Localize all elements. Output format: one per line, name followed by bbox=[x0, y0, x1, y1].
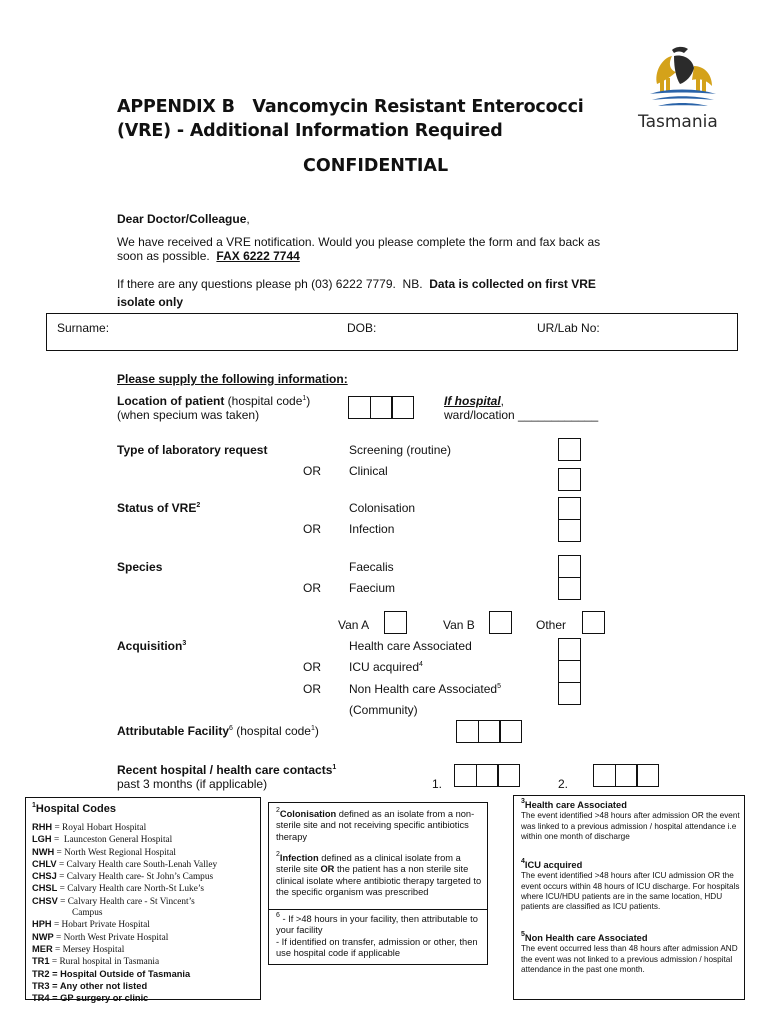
hospital-code-desc: = GP surgery or clinic bbox=[49, 993, 149, 1004]
intro-paragraph-2 bbox=[117, 275, 657, 311]
hospital-code-desc: = Calvary Health care South-Lenah Valley bbox=[56, 859, 218, 870]
data-collected-note-2: isolate only bbox=[117, 295, 184, 309]
hospital-code: TR4 bbox=[32, 993, 50, 1004]
salutation bbox=[117, 212, 250, 226]
type-label: Type of laboratory request bbox=[117, 443, 268, 457]
definitions-divider bbox=[269, 909, 487, 910]
hospital-codes-title-text: Hospital Codes bbox=[35, 803, 116, 815]
hospital-code: TR1 bbox=[32, 956, 50, 967]
tasmania-logo bbox=[632, 44, 732, 134]
hospital-code-desc: = Hospital Outside of Tasmania bbox=[49, 968, 191, 979]
intro-line-1: We have received a VRE notification. Would you please complete the form and fax back as bbox=[117, 235, 601, 249]
other-label: Other bbox=[536, 618, 567, 632]
nhca-def-text: The event occurred less than 48 hours after admission AND the event was not linked to a previous admission / hospital attendance in the past one month. bbox=[521, 944, 738, 974]
hospital-codes-title: $^1$Hospital Codes bbox=[32, 802, 116, 815]
van-b-label: Van B bbox=[443, 618, 475, 632]
hospital-code-row bbox=[32, 847, 258, 859]
location-title: Location of patient bbox=[117, 394, 225, 408]
hospital-codes-list bbox=[32, 822, 258, 1005]
van-b-checkbox[interactable] bbox=[489, 611, 512, 634]
infection-def-title: Infection bbox=[279, 853, 319, 863]
hospital-code: RHH bbox=[32, 822, 53, 832]
nhca-definition: $^5$Non Health care Associated The event occurred less than 48 hours after admission AND the event was not linked to a previous admission / hospital attendance in the past one month. bbox=[521, 933, 741, 975]
or-label-1: OR bbox=[303, 464, 321, 478]
hospital-code-desc: = North West Regional Hospital bbox=[54, 847, 177, 858]
hospital-code-row bbox=[32, 993, 258, 1005]
infection-definition: $^2$Infection defined as a clinical isolate from a sterile site OR the patient has a non sterile site clinical isolate where antibiotic therapy targeted to the specific organism was prescribed bbox=[276, 851, 482, 898]
footnote-ref-4: 4 bbox=[419, 661, 423, 668]
if-hospital-comma: , bbox=[500, 394, 505, 408]
recent-contacts-title: Recent hospital / health care contacts bbox=[117, 763, 333, 777]
note-6-line-2: - If identified on transfer, admission or other, then use hospital code if applicable bbox=[276, 936, 478, 959]
hospital-code-desc: = Hobart Private Hospital bbox=[51, 920, 150, 931]
hospital-code-desc: = North West Private Hospital bbox=[53, 932, 169, 943]
definitions-box bbox=[268, 802, 488, 965]
footnote-ref-1: 1 bbox=[302, 395, 307, 402]
hospital-code-row bbox=[32, 883, 258, 895]
contact-2-code-boxes[interactable] bbox=[593, 764, 659, 787]
hospital-code-desc: Campus bbox=[72, 908, 103, 919]
hospital-code: HPH bbox=[32, 919, 52, 930]
hospital-codes-box bbox=[25, 797, 261, 1004]
hospital-code: TR2 bbox=[32, 968, 50, 979]
title-line-2: (VRE) - Additional Information Required bbox=[117, 121, 503, 141]
hospital-code-desc: = Launceston General Hospital bbox=[51, 835, 173, 846]
hospital-code: CHSV bbox=[32, 895, 58, 906]
note-6-line-1: - If >48 hours in your facility, then attributable to your facility bbox=[276, 914, 478, 936]
colonisation-checkbox[interactable] bbox=[558, 497, 581, 520]
questions-text: If there are any questions please ph (03) 6222 7779. NB. bbox=[117, 277, 430, 291]
page-title bbox=[117, 95, 584, 143]
hospital-code-row bbox=[32, 908, 258, 919]
patient-details-box bbox=[46, 313, 738, 351]
hospital-code-desc: = Mersey Hospital bbox=[52, 944, 125, 955]
ward-location-field[interactable]: ward/location ____________ bbox=[444, 408, 599, 422]
logo-text: Tasmania bbox=[638, 112, 718, 132]
footnote-ref-1c: 1 bbox=[332, 764, 337, 771]
ur-lab-field[interactable]: UR/Lab No: bbox=[537, 321, 600, 335]
please-supply-heading: Please supply the following information: bbox=[117, 372, 348, 386]
van-a-checkbox[interactable] bbox=[384, 611, 407, 634]
hospital-code-row bbox=[32, 859, 258, 871]
hospital-code: NWP bbox=[32, 931, 54, 942]
faecalis-checkbox[interactable] bbox=[558, 555, 581, 578]
note-6: $^6$ - If >48 hours in your facility, then attributable to your facility - If identified on transfer, admission or other, then use hospital code if applicable bbox=[276, 914, 482, 960]
icu-label bbox=[349, 660, 423, 674]
non-hca-checkbox[interactable] bbox=[558, 682, 581, 705]
contact-number-1: 1. bbox=[432, 777, 443, 791]
intro-line-2: soon as possible. bbox=[117, 249, 217, 263]
hospital-code: TR3 bbox=[32, 980, 50, 991]
intro-paragraph-1 bbox=[117, 235, 657, 263]
location-code-text: (hospital code bbox=[224, 394, 303, 408]
non-hca-label bbox=[349, 682, 501, 696]
other-checkbox[interactable] bbox=[582, 611, 605, 634]
footnote-ref-3: 3 bbox=[182, 640, 187, 647]
hospital-code-row bbox=[32, 932, 258, 944]
colonisation-def-title: Colonisation bbox=[279, 809, 337, 819]
hospital-code: CHLV bbox=[32, 858, 57, 869]
footnote-ref-6: 6 bbox=[229, 725, 233, 732]
clinical-checkbox[interactable] bbox=[558, 468, 581, 491]
location-code-close: ) bbox=[306, 394, 311, 408]
hospital-code-desc: = Calvary Health care- St John’s Campus bbox=[56, 872, 214, 883]
colonisation-label: Colonisation bbox=[349, 501, 416, 515]
salutation-text: Dear Doctor/Colleague bbox=[117, 212, 247, 226]
icu-definition: $^4$ICU acquired The event identified >48 hours after ICU admission OR the event occurs within 48 hours of ICU discharge. For hospitals where ICU/HDU patients are in the same location, HDU patients are classified as ICU patients. bbox=[521, 858, 740, 912]
screening-label: Screening (routine) bbox=[349, 443, 452, 457]
recent-contacts-label bbox=[117, 763, 336, 791]
nhca-def-title: Non Health care Associated bbox=[524, 933, 648, 943]
location-label bbox=[117, 394, 310, 422]
faecalis-label: Faecalis bbox=[349, 560, 394, 574]
hca-definition: $^3$Health care Associated The event identified >48 hours after admission OR the event was linked to a previous admission / hospital attendance i.e within one month of discharge bbox=[521, 798, 740, 841]
or-label-5: OR bbox=[303, 682, 321, 696]
hospital-code-row bbox=[32, 834, 258, 846]
attributable-code-boxes[interactable] bbox=[456, 720, 522, 743]
hospital-code-row bbox=[32, 969, 258, 981]
hca-checkbox[interactable] bbox=[558, 638, 581, 661]
hospital-code-desc: = Royal Hobart Hospital bbox=[52, 823, 147, 833]
tasmanian-tiger-emblem-icon bbox=[632, 44, 732, 114]
faecium-label: Faecium bbox=[349, 581, 396, 595]
salutation-comma: , bbox=[246, 212, 250, 226]
contact-number-2: 2. bbox=[558, 777, 569, 791]
footnote-ref-5: 5 bbox=[497, 683, 501, 690]
attributable-code-close: ) bbox=[314, 724, 319, 738]
contact-1-code-boxes[interactable] bbox=[454, 764, 520, 787]
recent-contacts-sub: past 3 months (if applicable) bbox=[117, 777, 268, 791]
clinical-label: Clinical bbox=[349, 464, 388, 478]
hospital-code-desc: = Rural hospital in Tasmania bbox=[49, 957, 160, 968]
hospital-code: LGH bbox=[32, 834, 52, 845]
hospital-code: CHSJ bbox=[32, 871, 57, 882]
or-label-4: OR bbox=[303, 660, 321, 674]
location-sub: (when specium was taken) bbox=[117, 408, 260, 422]
van-a-label: Van A bbox=[338, 618, 370, 632]
if-hospital-label bbox=[444, 394, 598, 422]
or-label-3: OR bbox=[303, 581, 321, 595]
status-label bbox=[117, 501, 200, 515]
hospital-code-row bbox=[32, 956, 258, 968]
status-label-text: Status of VRE bbox=[117, 501, 197, 515]
hospital-code: NWH bbox=[32, 846, 55, 857]
hospital-code-desc: = Any other not listed bbox=[49, 980, 148, 991]
fax-number: FAX 6222 7744 bbox=[216, 249, 300, 263]
hca-def-text: The event identified >48 hours after admission OR the event was linked to a previous admission / hospital attendance i.e within one month of discharge bbox=[521, 811, 740, 841]
dob-field[interactable]: DOB: bbox=[347, 321, 377, 335]
infection-checkbox[interactable] bbox=[558, 519, 581, 542]
acquisition-definitions-box bbox=[513, 795, 745, 1000]
hca-label: Health care Associated bbox=[349, 639, 472, 653]
acquisition-label bbox=[117, 639, 186, 653]
colonisation-definition: $^2$Colonisation defined as an isolate from a non-sterile site and not receiving specific antibiotics therapy bbox=[276, 807, 475, 842]
infection-def-or: OR bbox=[320, 864, 335, 875]
hospital-code: CHSL bbox=[32, 883, 58, 894]
hospital-code-row bbox=[32, 871, 258, 883]
hospital-code: MER bbox=[32, 943, 53, 954]
surname-field[interactable]: Surname: bbox=[57, 321, 110, 335]
hospital-code-row bbox=[32, 981, 258, 993]
hospital-code-row bbox=[32, 944, 258, 956]
colonisation-def-text: defined as an isolate from a non-sterile site and not receiving specific antibiotics therapy bbox=[276, 809, 475, 842]
hospital-code-desc: = Calvary Health care North-St Luke’s bbox=[57, 884, 205, 895]
attributable-code-text: (hospital code bbox=[232, 724, 311, 738]
screening-checkbox[interactable] bbox=[558, 438, 581, 461]
icu-def-text: The event identified >48 hours after ICU admission OR the event occurs within 48 hours of ICU discharge. For hospitals where ICU/HDU patients are in the same location, HDU patients are classified as ICU patients. bbox=[521, 871, 740, 912]
hca-def-title: Health care Associated bbox=[524, 800, 627, 810]
title-line-1: APPENDIX B Vancomycin Resistant Enterococci bbox=[117, 97, 584, 117]
attributable-title: Attributable Facility bbox=[117, 724, 230, 738]
icu-checkbox[interactable] bbox=[558, 660, 581, 683]
attributable-label bbox=[117, 724, 319, 738]
hospital-code-row bbox=[32, 896, 258, 908]
data-collected-note: Data is collected on first VRE bbox=[429, 277, 596, 291]
footnote-ref-2: 2 bbox=[196, 502, 201, 509]
icu-label-text: ICU acquired bbox=[349, 660, 420, 674]
if-hospital-text: If hospital bbox=[444, 394, 501, 408]
faecium-checkbox[interactable] bbox=[558, 577, 581, 600]
infection-def-text-a: defined as a clinical isolate from a sterile site bbox=[276, 853, 461, 875]
confidential-heading: CONFIDENTIAL bbox=[303, 156, 449, 176]
footnote-ref-1b: 1 bbox=[310, 725, 315, 732]
non-hca-label-text: Non Health care Associated bbox=[349, 682, 498, 696]
icu-def-title: ICU acquired bbox=[524, 860, 583, 870]
hospital-code-desc: = Calvary Health care - St Vincent’s bbox=[57, 896, 195, 907]
infection-def-text-b: the patient has a non sterile site clinical isolate where antibiotic therapy targeted to the specific organism was prescribed bbox=[276, 864, 482, 898]
or-label-2: OR bbox=[303, 522, 321, 536]
acquisition-label-text: Acquisition bbox=[117, 639, 183, 653]
infection-label: Infection bbox=[349, 522, 395, 536]
community-label: (Community) bbox=[349, 703, 418, 717]
location-code-boxes[interactable] bbox=[348, 396, 414, 419]
species-label: Species bbox=[117, 560, 163, 574]
hospital-code-row bbox=[32, 919, 258, 931]
hospital-code-row bbox=[32, 822, 258, 834]
